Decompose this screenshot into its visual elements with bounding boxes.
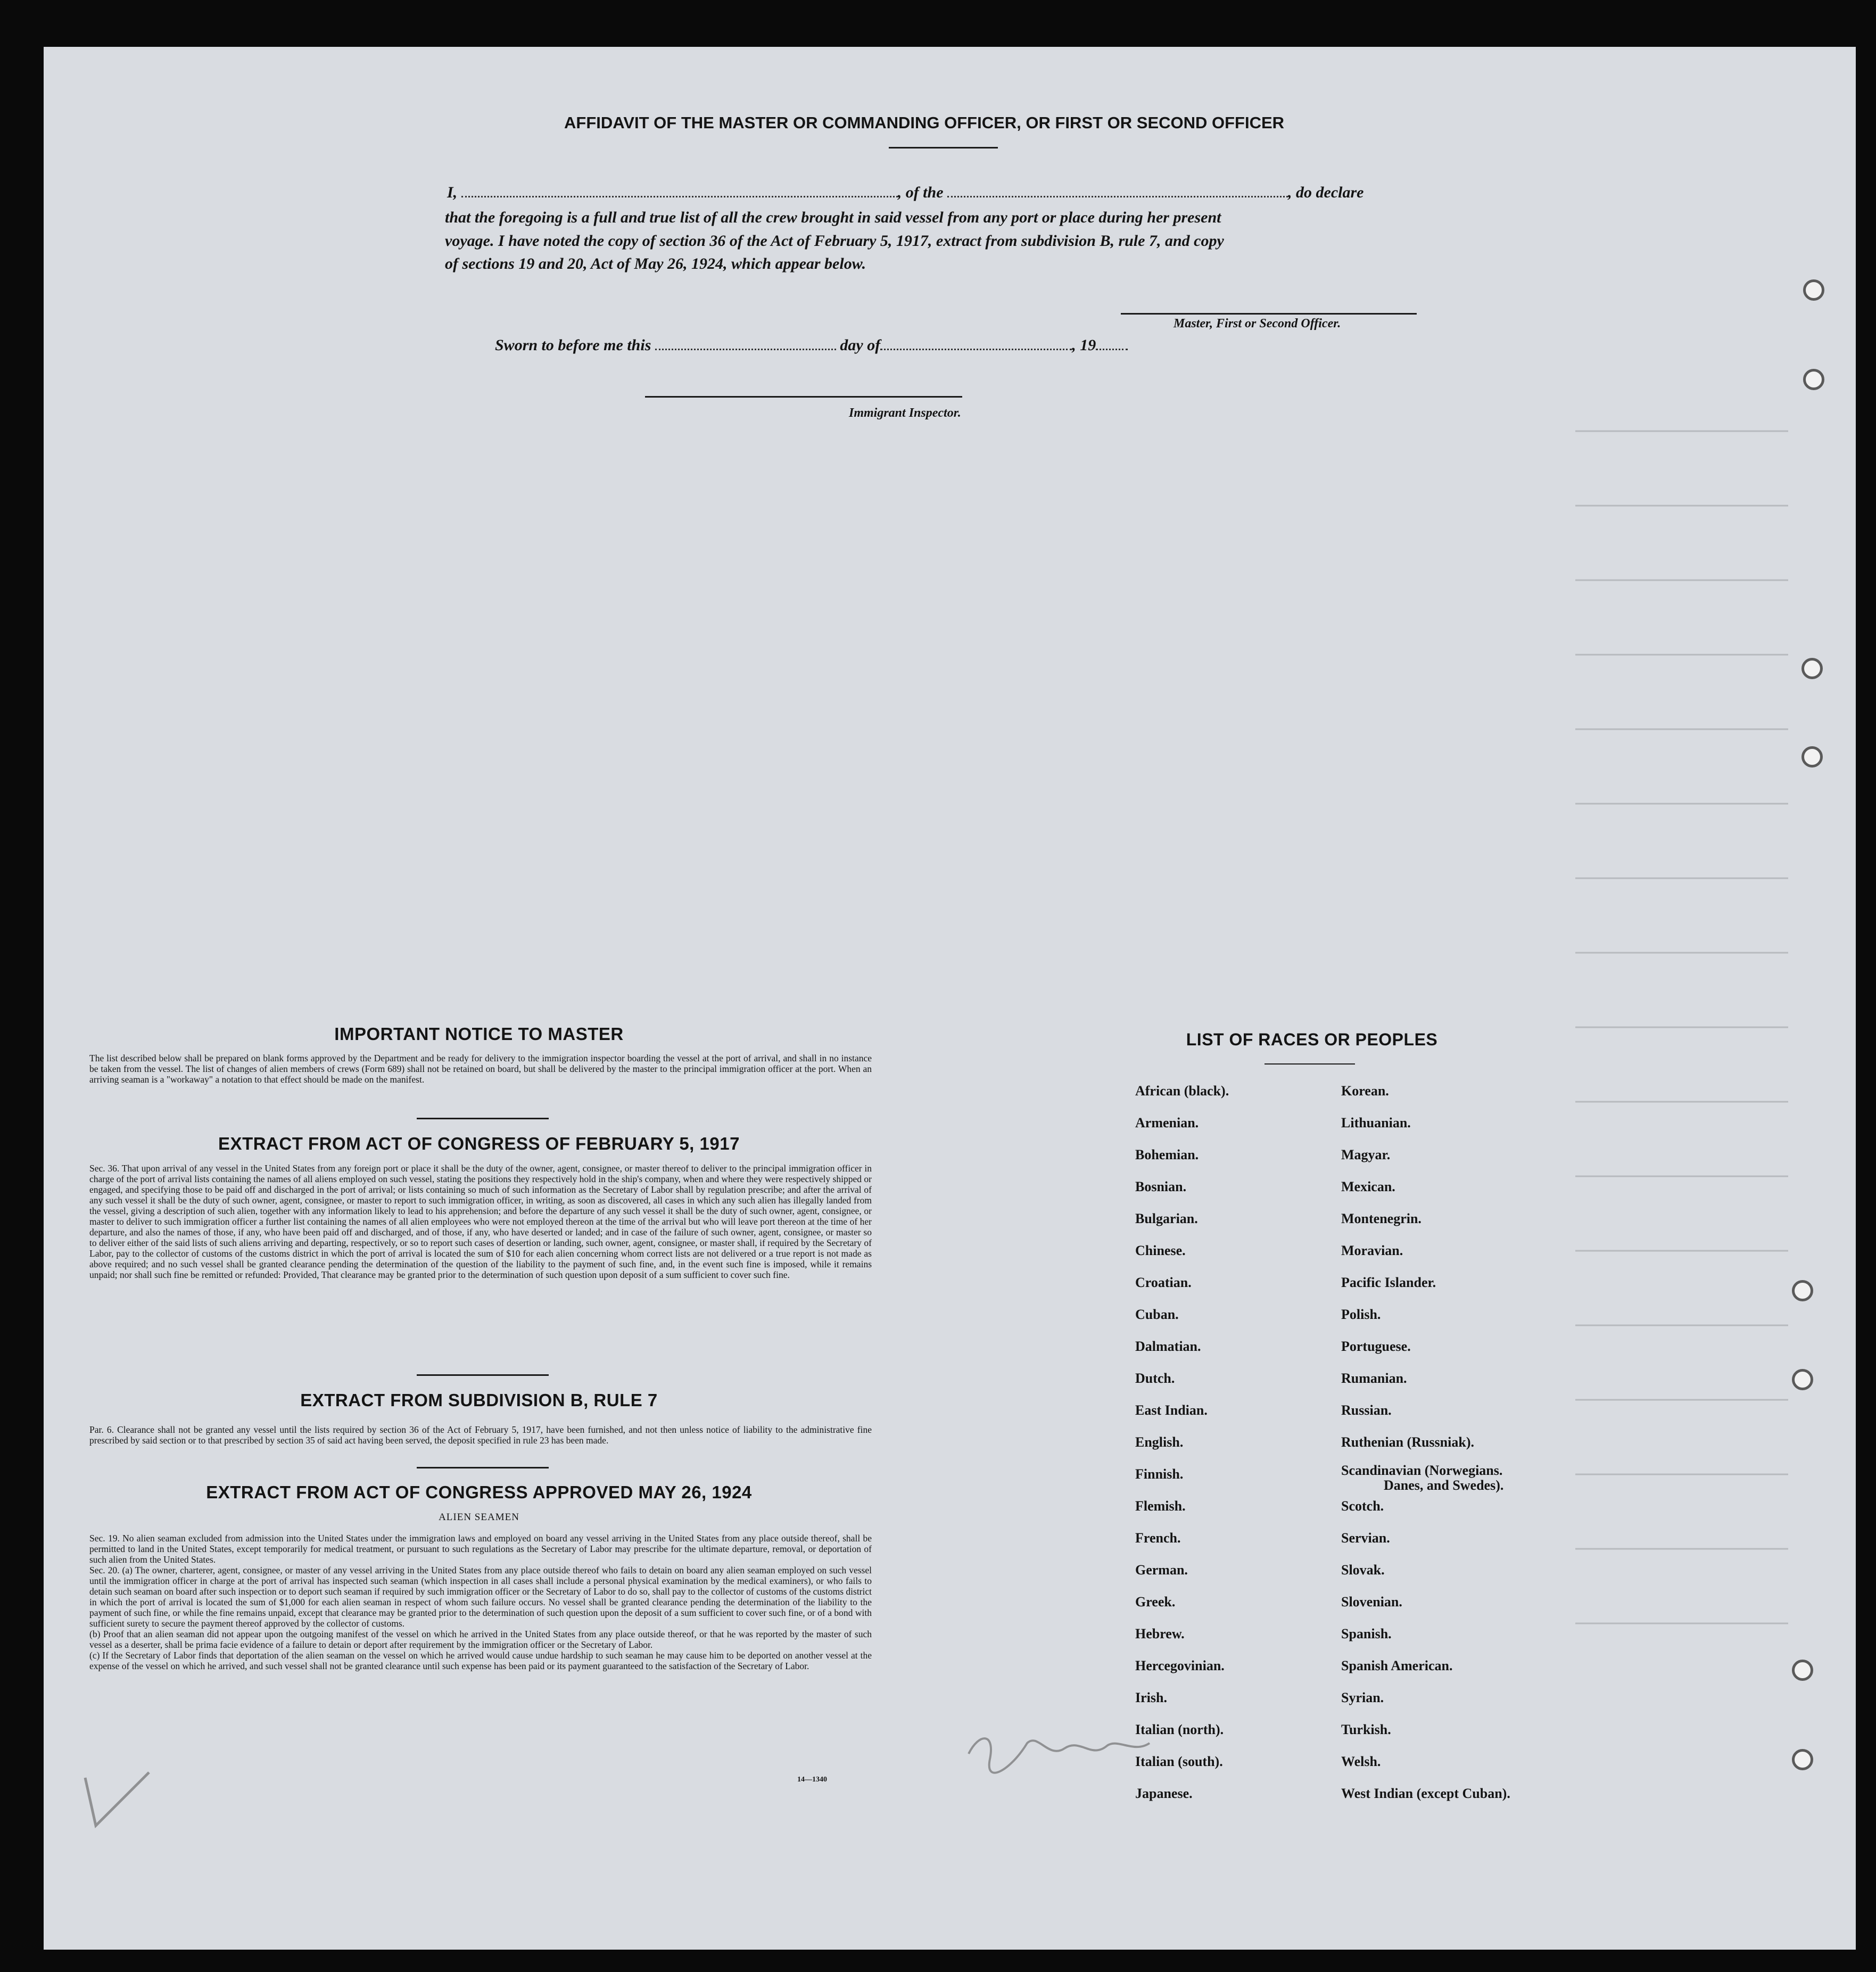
year-prefix: , 19 <box>1072 336 1096 354</box>
extract-1917-body: Sec. 36. That upon arrival of any vessel in the United States from any foreign port or place it shall be the duty of the owner, agent, consignee, or master thereof to deliver to the principal immigration officer in charge of the port of arrival lists containing the names of all aliens employed on such vessel, stating the positions they respectively hold in the ship's company, when and where they were respectively shipped or engaged, and specifying those to be paid off and discharged in the port of arrival; or lists containing so much of such information as the Secretary of Labor shall by regulation prescribe; and after the arrival of any such vessel it shall be the duty of such owner, agent, consignee, or master to report to such immigration officer, in writing, as soon as discovered, all cases in which any such alien has illegally landed from the vessel, giving a description of such alien, together with any information likely to lead to his apprehension; and before the departure of any such vessel it shall be the duty of such owner, agent, consignee, or master to deliver to such immigration officer a further list containing the names of all alien employees who were not employed thereon at the time of the arrival but who will leave port thereon at the time of her departure, and also the names of those, if any, who have been paid off and discharged, and of those, if any, who have deserted or landed; and in case of the failure of such owner, agent, consignee, or master so to deliver either of the said lists of such aliens arriving and departing, respectively, or so to report such cases of desertion or landing, such owner, agent, consignee, or master shall, if required by the Secretary of Labor, pay to the collector of customs of the customs district in which the port of arrival is located the sum of $10 for each alien concerning whom correct lists are not delivered or a true report is not made as above required; and no such vessel shall be granted clearance pending the determination of the question of the liability to the payment of such fine, and, in the event such fine is imposed, while it remains unpaid; nor shall such fine be remitted or refunded: Provided, That clearance may be granted prior to the determination of such question upon deposit of a sum sufficient to cover such fine. <box>89 1163 872 1280</box>
section-20a: Sec. 20. (a) The owner, charterer, agent, consignee, or master of any vessel arriving in the United States from any place outside thereof who fails to detain on board any alien seaman employed on such vessel until the immigration officer in charge at the port of arrival has inspected such seaman (which inspection in all cases shall include a personal physical examination by the medical examiners), or who fails to detain such seaman on board after such inspection or to deport such seaman if required by such immigration officer or the Secretary of Labor to do so, shall pay to the collector of customs of the customs district in which the port of arrival is located the sum of $1,000 for each alien seaman in respect of whom such failure occurs. No vessel shall be granted clearance pending the determination of the liability to the payment of such fine, or while the fine remains unpaid, except that clearance may be granted prior to the determination of such question upon the deposit of a sum sufficient to cover such fine, or of a bond with sufficient surety to secure the payment thereof approved by the collector of customs. <box>89 1565 872 1629</box>
binder-hole-6 <box>1792 1369 1813 1390</box>
binder-hole-8 <box>1792 1749 1813 1770</box>
race-right-22: Welsh. <box>1341 1754 1381 1769</box>
rule7-heading: EXTRACT FROM SUBDIVISION B, RULE 7 <box>300 1390 658 1410</box>
binder-hole-4 <box>1801 746 1823 768</box>
binder-hole-5 <box>1792 1280 1813 1301</box>
sworn-text: Sworn to before me this <box>495 336 651 354</box>
race-left-4: Bosnian. <box>1135 1179 1187 1194</box>
handwritten-checkmark <box>80 1767 154 1831</box>
affidavit-title: AFFIDAVIT OF THE MASTER OR COMMANDING OFFICER, OR FIRST OR SECOND OFFICER <box>564 113 1285 132</box>
race-right-16: Slovak. <box>1341 1562 1385 1578</box>
race-right-12: Ruthenian (Russniak). <box>1341 1434 1474 1450</box>
race-left-19: Hercegovinian. <box>1135 1658 1225 1673</box>
race-right-20: Syrian. <box>1341 1690 1384 1705</box>
sworn-year-field[interactable] <box>1096 337 1128 350</box>
notice-body: The list described below shall be prepared on blank forms approved by the Department and be ready for delivery to the immigration inspector boarding the vessel at the port of arrival, and shall in no instance be taken from the vessel. The list of changes of alien members of crews (Form 689) shall not be retained on board, but shall be delivered by the master to the principal immigration officer at the port. When an arriving seaman is a "workaway" a notation to that effect should be made on the manifest. <box>89 1053 872 1085</box>
of-the-text: , of the <box>897 184 944 201</box>
race-right-13-cont: Danes, and Swedes). <box>1384 1478 1504 1493</box>
rule7-body: Par. 6. Clearance shall not be granted any vessel until the lists required by section 36 of the Act of February 5, 1917, have been furnished, and not then unless notice of liability to the administrative fine prescribed by said section or to that prescribed by section 35 of said act having been served, the deposit specified in rule 23 has been made. <box>89 1424 872 1446</box>
race-left-17: Greek. <box>1135 1594 1176 1610</box>
race-left-3: Bohemian. <box>1135 1147 1199 1162</box>
binder-hole-7 <box>1792 1660 1813 1681</box>
races-underline <box>1265 1063 1355 1065</box>
title-underline <box>889 147 998 148</box>
sworn-line <box>495 336 1128 354</box>
race-left-18: Hebrew. <box>1135 1626 1185 1641</box>
race-right-2: Lithuanian. <box>1341 1115 1411 1131</box>
divider-1 <box>417 1118 549 1119</box>
race-left-9: Dalmatian. <box>1135 1339 1201 1354</box>
divider-3 <box>417 1467 549 1468</box>
vessel-name-field[interactable] <box>947 185 1288 197</box>
master-signature-label: Master, First or Second Officer. <box>1173 317 1341 331</box>
race-left-8: Cuban. <box>1135 1307 1179 1322</box>
race-left-21: Italian (north). <box>1135 1722 1224 1737</box>
race-right-13: Scandinavian (Norwegians. <box>1341 1463 1503 1478</box>
race-left-22: Italian (south). <box>1135 1754 1223 1769</box>
sworn-month-field[interactable] <box>880 337 1072 350</box>
race-right-5: Montenegrin. <box>1341 1211 1422 1226</box>
divider-2 <box>417 1374 549 1376</box>
handwritten-signature <box>958 1722 1160 1775</box>
section-19: Sec. 19. No alien seaman excluded from admission into the United States under the immigration laws and employed on board any vessel arriving in the United States from any place outside thereof, shall be permitted to land in the United States, except temporarily for medical treatment, or pursuant to such regulations as the Secretary of Labor may prescribe for the ultimate departure, removal, or deportation of such alien from the United States. <box>89 1533 872 1565</box>
race-left-6: Chinese. <box>1135 1243 1186 1258</box>
race-right-14: Scotch. <box>1341 1498 1384 1514</box>
race-right-9: Portuguese. <box>1341 1339 1411 1354</box>
section-20c: (c) If the Secretary of Labor finds that deportation of the alien seaman on the vessel on which he arrived would cause undue hardship to such seaman he may cause him to be deported on another vessel at the expense of the vessel on which he arrived, and such vessel shall not be granted clearance until such expense has been paid or its payment guaranteed to the satisfaction of the Secretary of Labor. <box>89 1650 872 1671</box>
race-left-10: Dutch. <box>1135 1371 1175 1386</box>
race-right-11: Russian. <box>1341 1402 1392 1418</box>
alien-seamen-subheading: ALIEN SEAMEN <box>439 1512 519 1523</box>
race-left-15: French. <box>1135 1530 1181 1546</box>
race-left-20: Irish. <box>1135 1690 1167 1705</box>
inspector-signature-label: Immigrant Inspector. <box>849 406 961 420</box>
race-right-3: Magyar. <box>1341 1147 1391 1162</box>
race-left-16: German. <box>1135 1562 1188 1578</box>
declarant-name-field[interactable] <box>461 185 898 197</box>
race-right-15: Servian. <box>1341 1530 1390 1546</box>
races-heading: LIST OF RACES OR PEOPLES <box>1186 1030 1438 1049</box>
do-declare-text: , do declare <box>1288 184 1364 201</box>
sworn-day-field[interactable] <box>655 337 836 350</box>
race-left-7: Croatian. <box>1135 1275 1192 1290</box>
declaration-line-1 <box>447 184 1363 202</box>
race-right-8: Polish. <box>1341 1307 1381 1322</box>
extract-1924-heading: EXTRACT FROM ACT OF CONGRESS APPROVED MAY 26, 1924 <box>206 1482 752 1502</box>
race-left-2: Armenian. <box>1135 1115 1199 1131</box>
day-of-text: day of <box>840 336 881 354</box>
race-left-1: African (black). <box>1135 1083 1229 1099</box>
extract-1924-body <box>89 1533 872 1671</box>
race-right-4: Mexican. <box>1341 1179 1395 1194</box>
race-right-7: Pacific Islander. <box>1341 1275 1436 1290</box>
race-left-14: Flemish. <box>1135 1498 1186 1514</box>
race-right-6: Moravian. <box>1341 1243 1403 1258</box>
race-left-23: Japanese. <box>1135 1786 1193 1801</box>
race-right-18: Spanish. <box>1341 1626 1392 1641</box>
form-number: 14—1340 <box>797 1776 827 1784</box>
declaration-line-4: of sections 19 and 20, Act of May 26, 1924, which appear below. <box>445 255 866 273</box>
section-20b: (b) Proof that an alien seaman did not appear upon the outgoing manifest of the vessel on which he arrived in the United States from any place outside thereof, or that he was reported by the master of such vessel as a deserter, shall be prima facie evidence of a failure to detain or deport after requirement by the immigration officer or the Secretary of Labor. <box>89 1629 872 1650</box>
race-right-23: West Indian (except Cuban). <box>1341 1786 1510 1801</box>
race-left-5: Bulgarian. <box>1135 1211 1198 1226</box>
race-left-12: English. <box>1135 1434 1184 1450</box>
race-right-10: Rumanian. <box>1341 1371 1407 1386</box>
inspector-signature-line[interactable] <box>645 396 962 398</box>
binder-hole-2 <box>1803 369 1824 390</box>
declaration-line-3: voyage. I have noted the copy of section 36 of the Act of February 5, 1917, extract from subdivision B, rule 7, and copy <box>445 232 1224 250</box>
race-left-11: East Indian. <box>1135 1402 1208 1418</box>
binder-hole-1 <box>1803 279 1824 301</box>
race-left-13: Finnish. <box>1135 1466 1184 1482</box>
race-right-19: Spanish American. <box>1341 1658 1453 1673</box>
binder-hole-3 <box>1801 658 1823 679</box>
extract-1917-heading: EXTRACT FROM ACT OF CONGRESS OF FEBRUARY 5, 1917 <box>218 1134 740 1153</box>
master-signature-line[interactable] <box>1121 313 1417 315</box>
declaration-line-2: that the foregoing is a full and true list of all the crew brought in said vessel from any port or place during her present <box>445 209 1221 226</box>
declarant-prefix: I, <box>447 184 458 201</box>
race-right-1: Korean. <box>1341 1083 1389 1099</box>
race-right-17: Slovenian. <box>1341 1594 1402 1610</box>
notice-heading: IMPORTANT NOTICE TO MASTER <box>334 1024 624 1044</box>
race-right-21: Turkish. <box>1341 1722 1391 1737</box>
